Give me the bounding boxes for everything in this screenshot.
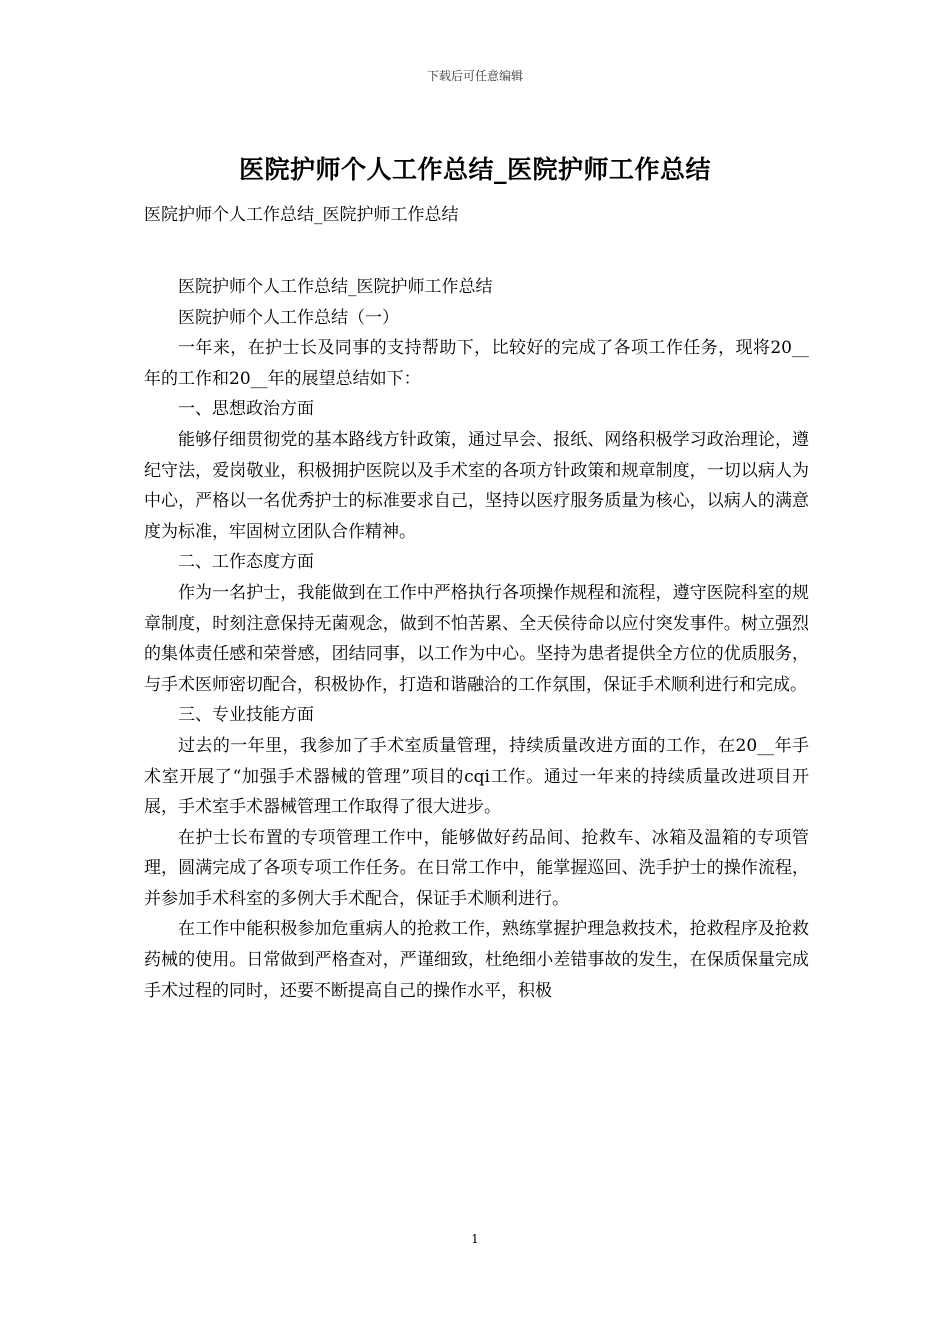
body-paragraph: 一年来，在护士长及同事的支持帮助下，比较好的完成了各项工作任务，现将20__年的工作和20__年的展望总结如下：	[144, 338, 809, 389]
document-body	[144, 272, 809, 1006]
body-paragraph: 医院护师个人工作总结_医院护师工作总结	[178, 277, 493, 297]
document-title: 医院护师个人工作总结_医院护师工作总结	[238, 155, 711, 184]
body-paragraph: 能够仔细贯彻党的基本路线方针政策，通过早会、报纸、网络积极学习政治理论，遵纪守法，爱岗敬业，积极拥护医院以及手术室的各项方针政策和规章制度，一切以病人为中心，严格以一名优秀护士的标准要求自己，坚持以医疗服务质量为核心，以病人的满意度为标准，牢固树立团队合作精神。	[144, 429, 809, 542]
body-paragraph: 作为一名护士，我能做到在工作中严格执行各项操作规程和流程，遵守医院科室的规章制度，时刻注意保持无菌观念，做到不怕苦累、全天侯待命以应付突发事件。树立强烈的集体责任感和荣誉感，团结同事，以工作为中心。坚持为患者提供全方位的优质服务，与手术医师密切配合，积极协作，打造和谐融洽的工作氛围，保证手术顺利进行和完成。	[144, 582, 809, 695]
document-subtitle: 医院护师个人工作总结_医院护师工作总结	[144, 205, 459, 225]
section-heading: 三、专业技能方面	[178, 705, 314, 726]
body-paragraph: 医院护师个人工作总结（一）	[178, 307, 399, 328]
section-heading: 一、思想政治方面	[178, 399, 314, 420]
header-note: 下载后可任意编辑	[426, 69, 523, 83]
body-paragraph: 过去的一年里，我参加了手术室质量管理，持续质量改进方面的工作，在20__年手术室开展了“加强手术器械的管理”项目的cqi工作。通过一年来的持续质量改进项目开展，手术室手术器械管理工作取得了很大进步。	[144, 735, 809, 818]
page-number: 1	[471, 1232, 479, 1246]
body-paragraph: 在工作中能积极参加危重病人的抢救工作，熟练掌握护理急救技术，抢救程序及抢救药械的使用。日常做到严格查对，严谨细致，杜绝细小差错事故的发生，在保质保量完成手术过程的同时，还要不断提高自己的操作水平，积极	[144, 919, 809, 1001]
body-paragraph: 在护士长布置的专项管理工作中，能够做好药品间、抢救车、冰箱及温箱的专项管理，圆满完成了各项专项工作任务。在日常工作中，能掌握巡回、洗手护士的操作流程，并参加手术科室的多例大手术配合，保证手术顺利进行。	[144, 827, 809, 909]
section-heading: 二、工作态度方面	[178, 552, 314, 573]
